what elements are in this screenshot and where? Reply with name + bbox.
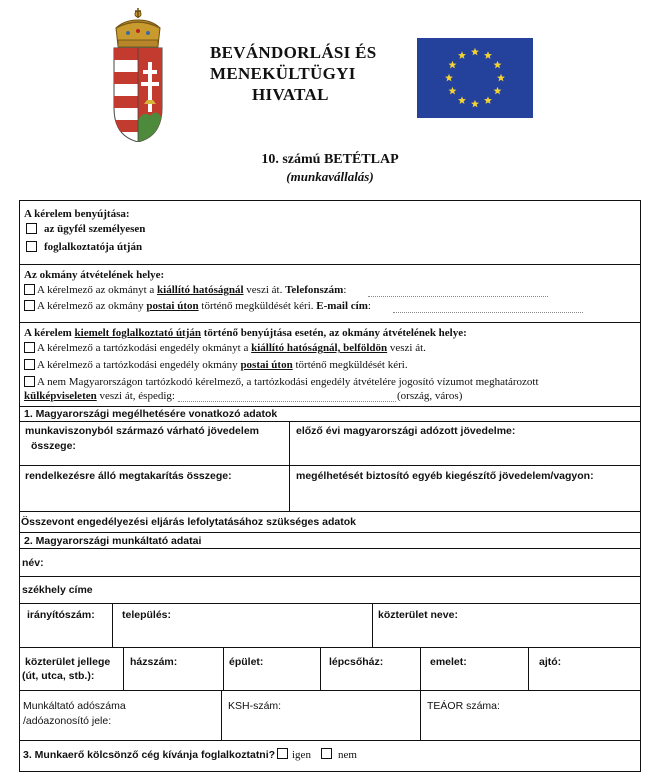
- submission-heading: A kérelem benyújtása:: [24, 208, 130, 220]
- divider: [19, 322, 641, 323]
- consulate-field[interactable]: [178, 401, 396, 402]
- domestic-office-checkbox[interactable]: [24, 342, 35, 353]
- receipt-post-label: A kérelmező az okmány postai úton történő megküldését kéri. E-mail cím:: [37, 300, 371, 312]
- temp-agency-question: 3. Munkaerő kölcsönző cég kívánja foglalkoztatni?: [23, 749, 276, 761]
- column-divider: [372, 603, 373, 647]
- column-divider: [320, 647, 321, 690]
- agency-name: [210, 42, 390, 105]
- town-label: település:: [122, 609, 172, 621]
- temp-agency-yes-checkbox[interactable]: [277, 748, 288, 759]
- divider: [19, 647, 641, 648]
- receipt-post-checkbox[interactable]: [24, 300, 35, 311]
- column-divider: [528, 647, 529, 690]
- column-divider: [289, 421, 290, 511]
- temp-agency-yes-label: igen: [292, 749, 311, 761]
- consulate-label: A nem Magyarországon tartózkodó kérelmező, a tartózkodási engedély átvételére jogosító vízumot meghatározott: [37, 376, 539, 388]
- divider: [19, 548, 641, 549]
- email-field[interactable]: [393, 312, 583, 313]
- consulate-detail: külképviseleten veszi át, éspedig:: [24, 390, 175, 402]
- employer-submission-label: foglalkoztatója útján: [44, 241, 143, 253]
- temp-agency-no-label: nem: [338, 749, 357, 761]
- consulate-checkbox[interactable]: [24, 376, 35, 387]
- divider: [19, 465, 641, 466]
- personal-submission-label: az ügyfél személyesen: [44, 223, 146, 235]
- savings-label: rendelkezésre álló megtakarítás összege:: [25, 470, 232, 482]
- divider: [19, 690, 641, 691]
- street-type-label-2: (út, utca, stb.):: [22, 670, 95, 682]
- employer-receipt-heading: A kérelem kiemelt foglalkoztató útján történő benyújtása esetén, az okmány átvételének helye:: [24, 327, 467, 339]
- column-divider: [123, 647, 124, 690]
- ksh-number-label: KSH-szám:: [228, 700, 282, 712]
- postal-delivery-checkbox[interactable]: [24, 359, 35, 370]
- agency-line-1: BEVÁNDORLÁSI ÉS: [210, 43, 377, 62]
- teaor-number-label: TEÁOR száma:: [427, 700, 500, 712]
- section-2-title: 2. Magyarországi munkáltató adatai: [24, 535, 202, 547]
- column-divider: [420, 690, 421, 740]
- column-divider: [112, 603, 113, 647]
- document-title: 10. számú BETÉTLAP: [261, 152, 399, 167]
- expected-income-label-2: összege:: [31, 440, 76, 452]
- door-label: ajtó:: [539, 656, 562, 668]
- street-type-label: közterület jellege: [25, 656, 111, 668]
- building-label: épület:: [229, 656, 264, 668]
- agency-line-2: MENEKÜLTÜGYI: [210, 64, 356, 83]
- divider: [19, 532, 641, 533]
- previous-income-label: előző évi magyarországi adózott jövedelme:: [296, 425, 516, 437]
- staircase-label: lépcsőház:: [329, 656, 384, 668]
- zip-label: irányítószám:: [27, 609, 95, 621]
- other-income-label: megélhetését biztosító egyéb kiegészítő jövedelem/vagyon:: [296, 470, 594, 482]
- column-divider: [221, 690, 222, 740]
- personal-submission-checkbox[interactable]: [26, 223, 37, 234]
- tax-number-label-2: /adóazonosító jele:: [23, 715, 112, 727]
- coat-of-arms-icon: [110, 8, 166, 142]
- employer-name-label: név:: [22, 557, 44, 569]
- house-number-label: házszám:: [130, 656, 178, 668]
- temp-agency-no-checkbox[interactable]: [321, 748, 332, 759]
- combined-procedure-heading: Összevont engedélyezési eljárás lefolytatásához szükséges adatok: [21, 516, 356, 528]
- divider: [19, 264, 641, 265]
- domestic-office-label: A kérelmező a tartózkodási engedély okmányt a kiállító hatóságnál, belföldön veszi át.: [37, 342, 426, 354]
- divider: [19, 740, 641, 741]
- receipt-office-label: A kérelmező az okmányt a kiállító hatóságnál veszi át. Telefonszám:: [37, 284, 347, 296]
- agency-line-3: HIVATAL: [252, 85, 329, 104]
- column-divider: [223, 647, 224, 690]
- column-divider: [420, 647, 421, 690]
- postal-delivery-label: A kérelmező a tartózkodási engedély okmány postai úton történő megküldését kéri.: [37, 359, 408, 371]
- receipt-office-checkbox[interactable]: [24, 284, 35, 295]
- floor-label: emelet:: [430, 656, 467, 668]
- divider: [19, 576, 641, 577]
- consulate-hint: (ország, város): [397, 390, 463, 402]
- tax-number-label: Munkáltató adószáma: [23, 700, 126, 712]
- section-1-title: 1. Magyarországi megélhetésére vonatkozó adatok: [24, 408, 278, 420]
- employer-seat-label: székhely címe: [22, 584, 93, 596]
- phone-field[interactable]: [368, 296, 548, 297]
- document-subtitle: (munkavállalás): [286, 169, 374, 184]
- expected-income-label: munkaviszonyból származó várható jövedelem: [25, 425, 259, 437]
- divider: [19, 511, 641, 512]
- receipt-heading: Az okmány átvételének helye:: [24, 269, 165, 281]
- divider: [19, 421, 641, 422]
- employer-submission-checkbox[interactable]: [26, 241, 37, 252]
- street-name-label: közterület neve:: [378, 609, 458, 621]
- divider: [19, 406, 641, 407]
- eu-flag-icon: [417, 38, 533, 118]
